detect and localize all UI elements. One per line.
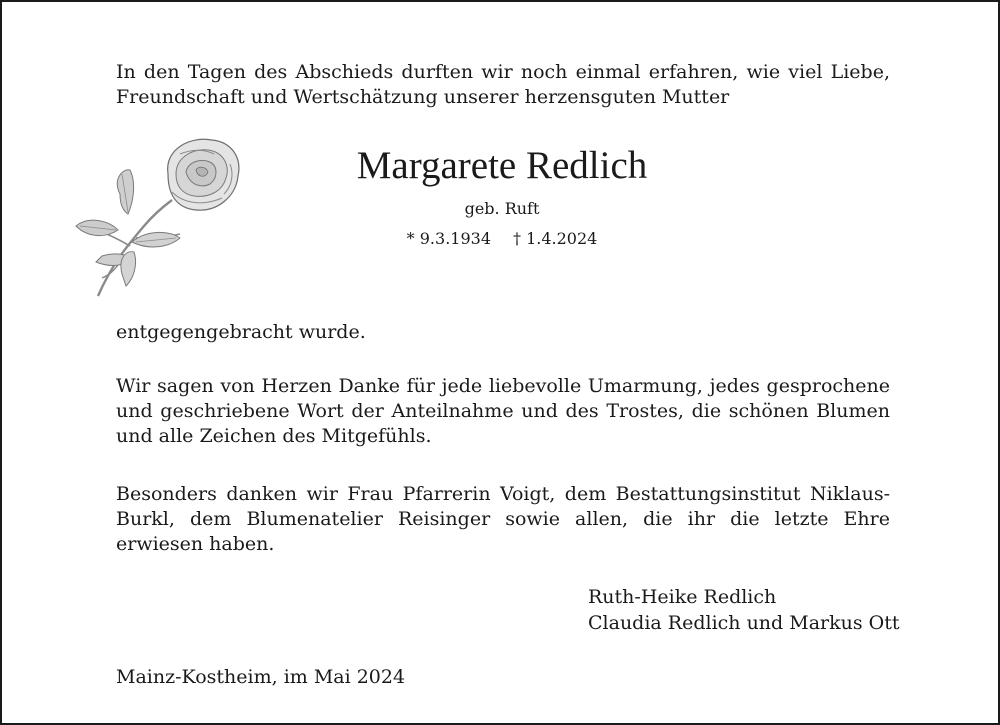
death-date: † 1.4.2024 — [513, 229, 598, 248]
birth-date: * 9.3.1934 — [406, 229, 491, 248]
signers-block — [588, 584, 900, 636]
signer-name: Claudia Redlich und Markus Ott — [588, 612, 900, 634]
thanks-paragraph: Wir sagen von Herzen Danke für jede liebevolle Umarmung, jedes gesprochene und geschriebene Wort der Anteilnahme und des Trostes, die schönen Blumen und alle Zeichen des Mitgefühls. — [116, 375, 890, 447]
continuation-paragraph: entgegengebracht wurde. — [116, 321, 366, 343]
place-date: Mainz-Kostheim, im Mai 2024 — [116, 666, 406, 688]
signer-name: Ruth-Heike Redlich — [588, 586, 777, 608]
intro-paragraph: In den Tagen des Abschieds durften wir noch einmal erfahren, wie viel Liebe, Freundschaft und Wertschätzung unserer herzensguten Mutter — [116, 61, 890, 108]
deceased-name: Margarete Redlich — [356, 144, 648, 187]
special-thanks-paragraph: Besonders danken wir Frau Pfarrerin Voigt, dem Bestattungsinstitut Niklaus-Burkl, dem Blumenatelier Reisinger sowie allen, die ihr die letzte Ehre erwiesen haben. — [116, 483, 890, 555]
maiden-name: geb. Ruft — [464, 199, 540, 218]
life-dates — [302, 228, 702, 250]
